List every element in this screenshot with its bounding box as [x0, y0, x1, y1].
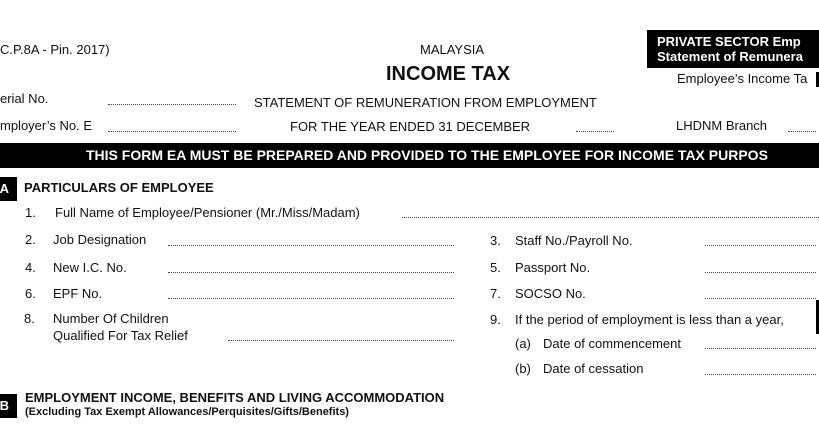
children-field[interactable] — [228, 340, 454, 341]
socso-no-label: SOCSO No. — [515, 286, 586, 301]
passport-no-label: Passport No. — [515, 260, 591, 275]
full-name-field[interactable] — [402, 217, 819, 218]
statement-subtitle: STATEMENT OF REMUNERATION FROM EMPLOYMENT — [254, 95, 597, 110]
private-sector-line1: PRIVATE SECTOR Emp — [657, 34, 801, 49]
lhdnm-branch-label: LHDNM Branch — [676, 118, 768, 133]
section-a-title: PARTICULARS OF EMPLOYEE — [24, 180, 214, 195]
employment-period-label: If the period of employment is less than a year, — [515, 312, 784, 327]
item-7-number: 7. — [490, 286, 501, 301]
commencement-key: (a) — [515, 336, 531, 351]
serial-no-field[interactable] — [108, 104, 236, 105]
private-sector-line2: Statement of Remunera — [657, 49, 803, 64]
serial-no-label: erial No. — [0, 91, 49, 106]
children-label-line1: Number Of Children — [53, 311, 169, 326]
epf-no-label: EPF No. — [53, 286, 103, 301]
staff-no-label: Staff No./Payroll No. — [515, 233, 633, 248]
employer-no-field[interactable] — [108, 131, 236, 132]
year-field[interactable] — [576, 131, 614, 132]
country-label: MALAYSIA — [420, 42, 485, 57]
notice-text: THIS FORM EA MUST BE PREPARED AND PROVIDED TO THE EMPLOYEE FOR INCOME TAX PURPOS — [86, 147, 768, 163]
socso-no-field[interactable] — [705, 298, 816, 299]
section-b-subtitle: (Excluding Tax Exempt Allowances/Perquisites/Gifts/Benefits) — [25, 406, 349, 418]
item-8-number: 8. — [24, 311, 35, 326]
job-designation-field[interactable] — [168, 245, 454, 246]
notice-bar — [0, 143, 819, 168]
new-ic-label: New I.C. No. — [53, 260, 127, 275]
section-b-title: EMPLOYMENT INCOME, BENEFITS AND LIVING ACCOMMODATION — [25, 390, 445, 405]
private-sector-box — [647, 30, 819, 68]
new-ic-field[interactable] — [168, 272, 454, 273]
form-code: C.P.8A - Pin. 2017) — [0, 42, 110, 57]
passport-no-field[interactable] — [705, 272, 816, 273]
item-4-number: 4. — [25, 260, 36, 275]
item-1-number: 1. — [25, 205, 36, 220]
item-2-number: 2. — [25, 232, 36, 247]
year-line: FOR THE YEAR ENDED 31 DECEMBER — [290, 119, 531, 134]
commencement-date-field[interactable] — [705, 348, 816, 349]
job-designation-label: Job Designation — [53, 232, 147, 247]
item-5-number: 5. — [490, 260, 501, 275]
employee-tax-label: Employee’s Income Ta — [677, 71, 808, 86]
form-title: INCOME TAX — [386, 63, 511, 85]
section-a-badge: A — [0, 177, 17, 201]
cessation-date-field[interactable] — [705, 374, 816, 375]
item-3-number: 3. — [490, 233, 501, 248]
item-9-number: 9. — [490, 312, 501, 327]
section-b-badge: B — [0, 394, 17, 418]
employer-no-label: mployer’s No. E — [0, 118, 92, 133]
children-label-line2: Qualified For Tax Relief — [53, 328, 188, 343]
item-6-number: 6. — [25, 286, 36, 301]
commencement-label: Date of commencement — [543, 336, 682, 351]
epf-no-field[interactable] — [168, 298, 454, 299]
cessation-label: Date of cessation — [543, 361, 644, 376]
cessation-key: (b) — [515, 361, 531, 376]
lhdnm-branch-field[interactable] — [788, 131, 816, 132]
full-name-label: Full Name of Employee/Pensioner (Mr./Miss/Madam) — [55, 205, 360, 220]
staff-no-field[interactable] — [705, 245, 816, 246]
